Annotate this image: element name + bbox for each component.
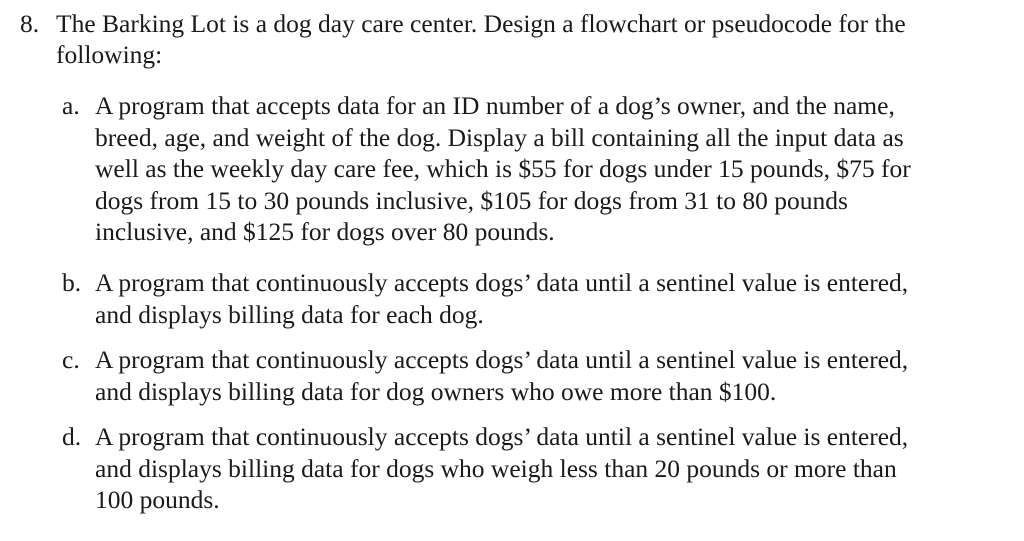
part-b-text [95, 267, 1005, 330]
part-a-line: breed, age, and weight of the dog. Display a bill containing all the input data as [95, 122, 904, 152]
part-d-line: and displays billing data for dogs who weigh less than 20 pounds or more than [95, 453, 897, 483]
part-a-line: inclusive, and $125 for dogs over 80 pounds. [95, 217, 555, 246]
part-b-letter: b. [62, 268, 82, 297]
part-c-text [95, 344, 1005, 407]
part-c-line: and displays billing data for dog owners who owe more than $100. [95, 376, 777, 406]
part-d-text [95, 421, 1005, 516]
part-d-line: A program that continuously accepts dogs’ data until a sentinel value is entered, [95, 422, 909, 451]
part-c-line: A program that continuously accepts dogs’ data until a sentinel value is entered, [95, 345, 909, 374]
part-d-letter: d. [62, 422, 82, 451]
question-text [56, 8, 1006, 70]
part-b-line: and displays billing data for each dog. [95, 299, 484, 329]
part-a-text [95, 90, 1005, 248]
question-number: 8. [20, 9, 40, 38]
part-a-line: well as the weekly day care fee, which is $55 for dogs under 15 pounds, $75 for [95, 154, 911, 183]
part-a-line: A program that accepts data for an ID number of a dog’s owner, and the name, [95, 91, 895, 120]
question-line: The Barking Lot is a dog day care center. Design a flowchart or pseudocode for the [56, 9, 906, 38]
part-d-line: 100 pounds. [95, 485, 220, 514]
question-line: following: [56, 40, 163, 69]
part-a-line: dogs from 15 to 30 pounds inclusive, $105 for dogs from 31 to 80 pounds [95, 185, 848, 215]
part-b-line: A program that continuously accepts dogs’ data until a sentinel value is entered, [95, 268, 909, 297]
part-a-letter: a. [62, 91, 80, 120]
part-c-letter: c. [62, 345, 80, 374]
